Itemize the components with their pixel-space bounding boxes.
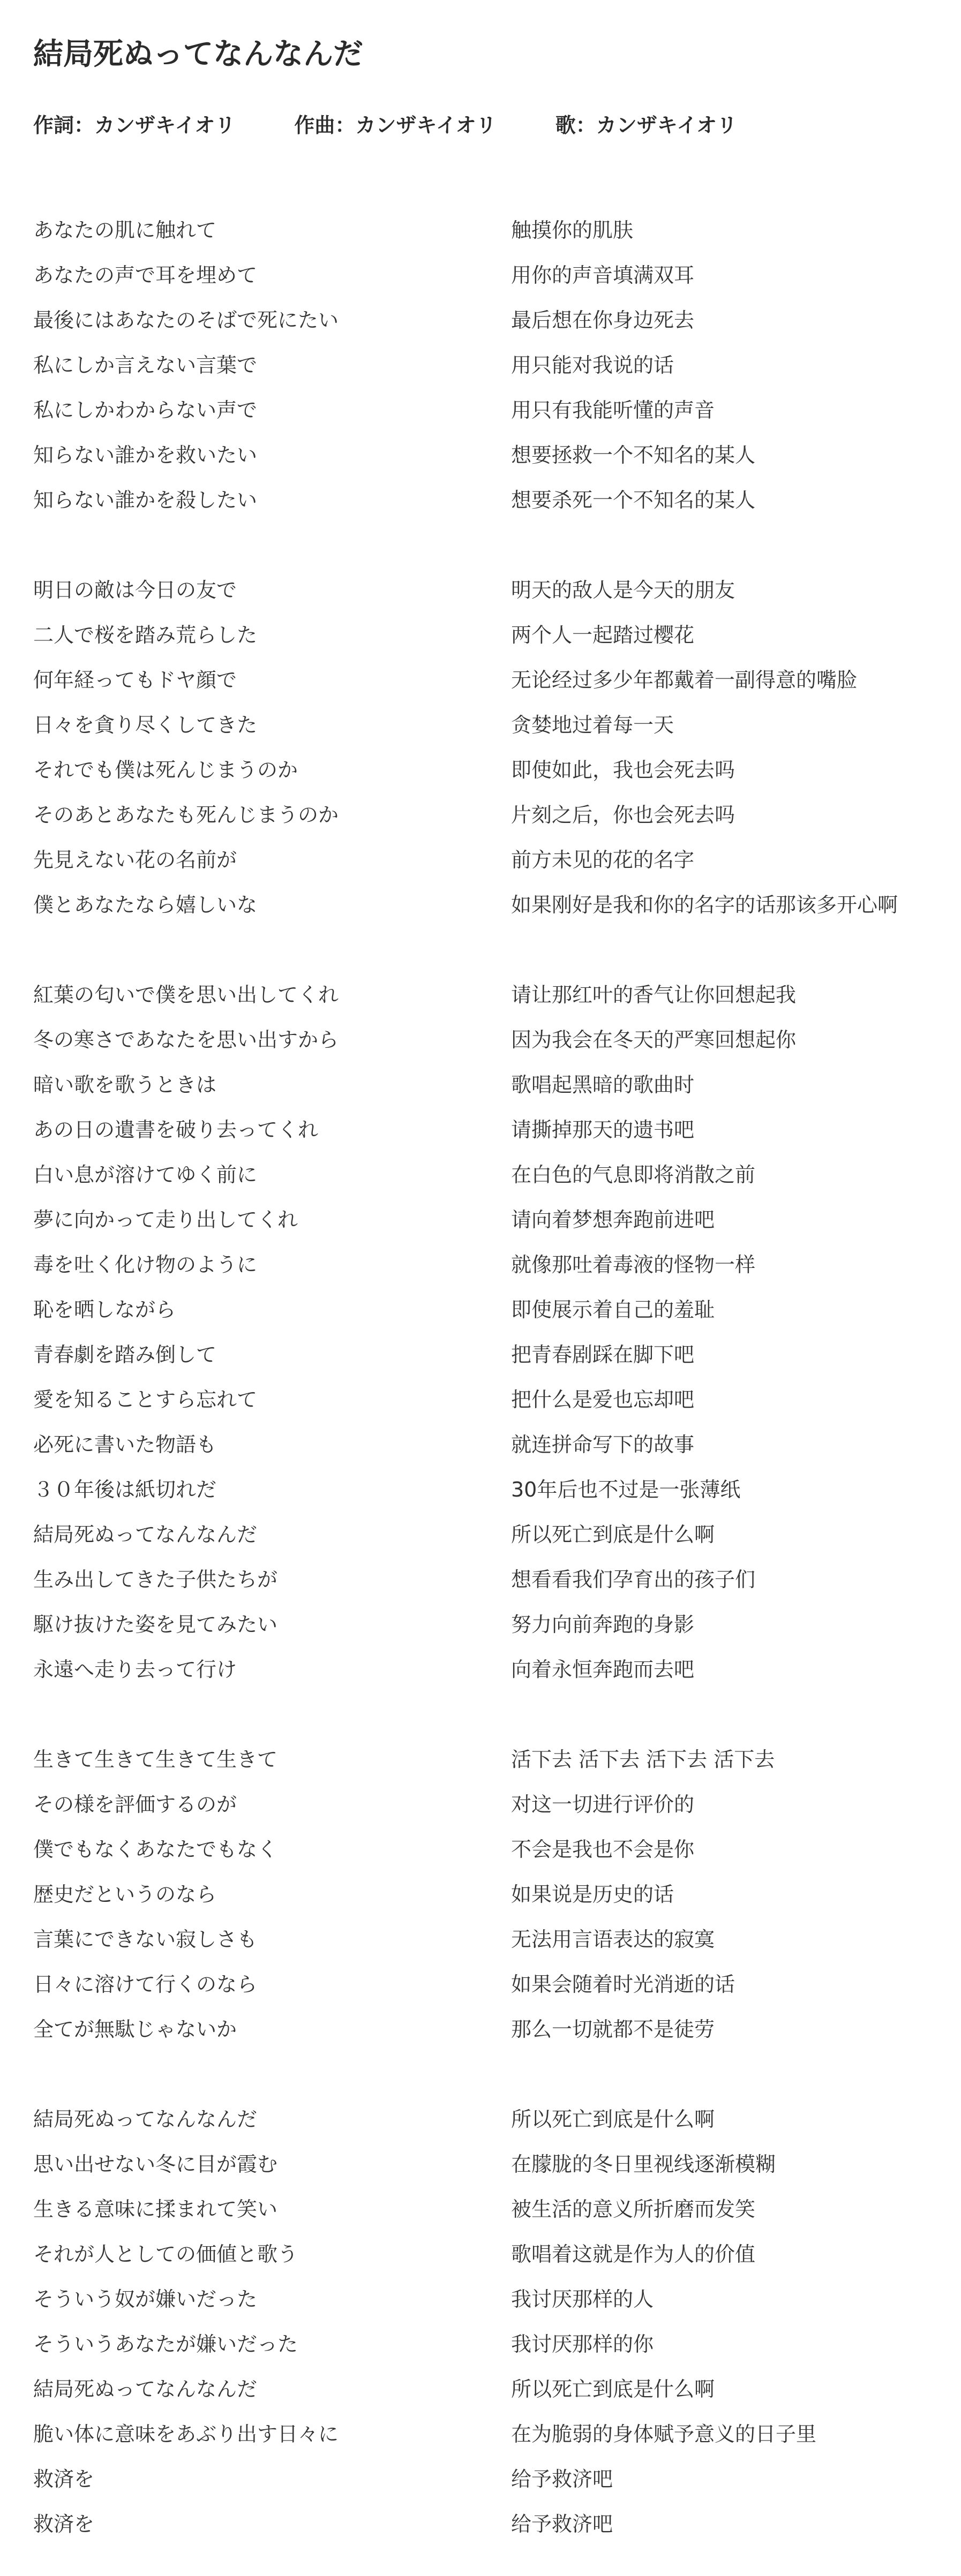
lyric-chinese: 所以死亡到底是什么啊 bbox=[511, 2377, 715, 2401]
lyric-chinese: 明天的敌人是今天的朋友 bbox=[511, 578, 735, 602]
credit-singer bbox=[555, 109, 737, 138]
credit-lyricist-label: 作詞： bbox=[33, 113, 95, 137]
lyric-line bbox=[33, 655, 944, 700]
lyric-japanese: あの日の遺書を破り去ってくれ bbox=[33, 1117, 319, 1142]
lyric-line bbox=[33, 565, 944, 610]
lyric-chinese: 在白色的气息即将消散之前 bbox=[511, 1162, 756, 1187]
lyric-japanese: 暗い歌を歌うときは bbox=[33, 1072, 217, 1097]
lyric-chinese: 把什么是爱也忘却吧 bbox=[511, 1387, 695, 1411]
lyric-japanese: 歴史だというのなら bbox=[33, 1882, 217, 1906]
lyrics-stanza bbox=[33, 565, 944, 925]
song-title: 結局死ぬってなんなんだ bbox=[33, 37, 363, 72]
lyric-line bbox=[33, 880, 944, 925]
lyric-line bbox=[33, 2185, 944, 2230]
credit-lyricist bbox=[33, 109, 235, 138]
lyric-chinese: 前方未见的花的名字 bbox=[511, 848, 695, 872]
lyric-chinese: 贪婪地过着每一天 bbox=[511, 713, 674, 737]
lyric-japanese: あなたの肌に触れて bbox=[33, 218, 217, 242]
lyric-chinese: 两个人一起踏过樱花 bbox=[511, 623, 695, 647]
lyric-chinese: 我讨厌那样的你 bbox=[511, 2332, 654, 2356]
lyrics-body bbox=[33, 206, 944, 2544]
lyric-chinese: 即使如此，我也会死去吗 bbox=[511, 758, 735, 782]
lyrics-stanza bbox=[33, 206, 944, 520]
lyric-chinese: 所以死亡到底是什么啊 bbox=[511, 2107, 715, 2131]
lyric-line bbox=[33, 1330, 944, 1375]
lyrics-stanza bbox=[33, 2095, 944, 2544]
lyric-japanese: 生み出してきた子供たちが bbox=[33, 1567, 278, 1591]
lyric-line bbox=[33, 251, 944, 296]
lyric-chinese: 即使展示着自己的羞耻 bbox=[511, 1297, 715, 1321]
lyric-japanese: 毒を吐く化け物のように bbox=[33, 1252, 258, 1276]
lyric-line bbox=[33, 1150, 944, 1195]
lyric-japanese: 救済を bbox=[33, 2467, 95, 2491]
lyric-chinese: 如果会随着时光消逝的话 bbox=[511, 1972, 735, 1996]
lyric-line bbox=[33, 700, 944, 745]
credit-singer-label: 歌： bbox=[555, 113, 596, 137]
lyric-line bbox=[33, 206, 944, 251]
lyric-japanese: そういうあなたが嫌いだった bbox=[33, 2332, 298, 2356]
lyric-japanese: 駆け抜けた姿を見てみたい bbox=[33, 1612, 278, 1636]
lyric-japanese: 結局死ぬってなんなんだ bbox=[33, 2377, 258, 2401]
lyric-line bbox=[33, 430, 944, 475]
lyric-line bbox=[33, 2499, 944, 2544]
lyric-chinese: 如果刚好是我和你的名字的话那该多开心啊 bbox=[511, 893, 898, 917]
lyric-line bbox=[33, 1555, 944, 1600]
lyric-japanese: それが人としての価値と歌う bbox=[33, 2242, 298, 2266]
lyric-japanese: 最後にはあなたのそばで死にたい bbox=[33, 308, 339, 332]
lyric-chinese: 片刻之后，你也会死去吗 bbox=[511, 803, 735, 827]
lyric-japanese: 僕でもなくあなたでもなく bbox=[33, 1837, 278, 1861]
lyric-japanese: 青春劇を踏み倒して bbox=[33, 1342, 217, 1366]
lyric-chinese: 用只能对我说的话 bbox=[511, 353, 674, 377]
lyric-chinese: 活下去 活下去 活下去 活下去 bbox=[511, 1747, 775, 1771]
credit-composer-value: カンザキイオリ bbox=[355, 113, 497, 137]
lyric-japanese: 夢に向かって走り出してくれ bbox=[33, 1207, 298, 1232]
lyric-chinese: 无论经过多少年都戴着一副得意的嘴脸 bbox=[511, 668, 858, 692]
lyric-chinese: 不会是我也不会是你 bbox=[511, 1837, 695, 1861]
lyric-chinese: 触摸你的肌肤 bbox=[511, 218, 634, 242]
lyric-line bbox=[33, 2365, 944, 2409]
lyric-chinese: 歌唱起黑暗的歌曲时 bbox=[511, 1072, 695, 1097]
lyric-line bbox=[33, 1285, 944, 1330]
credit-composer-label: 作曲： bbox=[294, 113, 356, 137]
lyric-line bbox=[33, 790, 944, 835]
lyric-line bbox=[33, 386, 944, 430]
lyric-line bbox=[33, 1780, 944, 1825]
lyric-japanese: 生きる意味に揉まれて笑い bbox=[33, 2197, 278, 2221]
lyric-chinese: 请撕掉那天的遗书吧 bbox=[511, 1117, 695, 1142]
lyric-japanese: 何年経ってもドヤ顔で bbox=[33, 668, 237, 692]
lyric-japanese: 結局死ぬってなんなんだ bbox=[33, 2107, 258, 2131]
lyric-japanese: あなたの声で耳を埋めて bbox=[33, 263, 258, 287]
lyric-line bbox=[33, 1240, 944, 1285]
lyric-japanese: 全てが無駄じゃないか bbox=[33, 2017, 237, 2041]
lyric-japanese: 先見えない花の名前が bbox=[33, 848, 237, 872]
lyric-japanese: 冬の寒さであなたを思い出すから bbox=[33, 1028, 339, 1052]
lyric-line bbox=[33, 970, 944, 1015]
lyrics-stanza bbox=[33, 970, 944, 1690]
lyric-chinese: 在朦胧的冬日里视线逐渐模糊 bbox=[511, 2152, 776, 2176]
lyric-chinese: 因为我会在冬天的严寒回想起你 bbox=[511, 1028, 797, 1052]
lyric-line bbox=[33, 1465, 944, 1510]
lyric-japanese: 私にしかわからない声で bbox=[33, 398, 258, 422]
lyric-chinese: 给予救济吧 bbox=[511, 2512, 613, 2536]
lyric-chinese: 想要杀死一个不知名的某人 bbox=[511, 488, 756, 512]
lyric-line bbox=[33, 2140, 944, 2185]
lyric-line bbox=[33, 610, 944, 655]
lyric-japanese: 二人で桜を踏み荒らした bbox=[33, 623, 258, 647]
lyric-japanese: 日々に溶けて行くのなら bbox=[33, 1972, 258, 1996]
lyric-japanese: そういう奴が嫌いだった bbox=[33, 2287, 258, 2311]
lyric-japanese: 恥を晒しながら bbox=[33, 1297, 176, 1321]
lyric-line bbox=[33, 2095, 944, 2140]
lyric-line bbox=[33, 2005, 944, 2050]
lyric-line bbox=[33, 2275, 944, 2320]
lyric-chinese: 用你的声音填满双耳 bbox=[511, 263, 695, 287]
lyric-chinese: 就连拼命写下的故事 bbox=[511, 1432, 695, 1456]
lyric-japanese: その様を評価するのが bbox=[33, 1792, 237, 1816]
lyric-japanese: 生きて生きて生きて生きて bbox=[33, 1747, 278, 1771]
lyric-chinese: 请向着梦想奔跑前进吧 bbox=[511, 1207, 715, 1232]
lyric-chinese: 在为脆弱的身体赋予意义的日子里 bbox=[511, 2422, 817, 2446]
lyric-japanese: 紅葉の匂いで僕を思い出してくれ bbox=[33, 983, 339, 1007]
lyrics-stanza bbox=[33, 1735, 944, 2050]
lyric-japanese: 言葉にできない寂しさも bbox=[33, 1927, 258, 1951]
lyric-japanese: 脆い体に意味をあぶり出す日々に bbox=[33, 2422, 339, 2446]
lyric-chinese: 想要拯救一个不知名的某人 bbox=[511, 443, 756, 467]
lyric-line bbox=[33, 1195, 944, 1240]
lyric-chinese: 想看看我们孕育出的孩子们 bbox=[511, 1567, 756, 1591]
lyric-chinese: 那么一切就都不是徒劳 bbox=[511, 2017, 715, 2041]
lyric-line bbox=[33, 2454, 944, 2499]
lyric-line bbox=[33, 1735, 944, 1780]
lyric-chinese: 30年后也不过是一张薄纸 bbox=[511, 1477, 741, 1501]
lyric-chinese: 我讨厌那样的人 bbox=[511, 2287, 654, 2311]
lyric-chinese: 被生活的意义所折磨而发笑 bbox=[511, 2197, 756, 2221]
lyric-chinese: 把青春剧踩在脚下吧 bbox=[511, 1342, 695, 1366]
lyric-chinese: 如果说是历史的话 bbox=[511, 1882, 674, 1906]
lyric-line bbox=[33, 1960, 944, 2005]
lyric-chinese: 就像那吐着毒液的怪物一样 bbox=[511, 1252, 756, 1276]
lyric-chinese: 所以死亡到底是什么啊 bbox=[511, 1522, 715, 1546]
lyric-chinese: 给予救济吧 bbox=[511, 2467, 613, 2491]
lyric-line bbox=[33, 1870, 944, 1915]
lyric-line bbox=[33, 1060, 944, 1105]
lyric-japanese: そのあとあなたも死んじまうのか bbox=[33, 803, 339, 827]
lyric-line bbox=[33, 2230, 944, 2275]
lyric-line bbox=[33, 296, 944, 341]
credit-singer-value: カンザキイオリ bbox=[596, 113, 738, 137]
lyric-japanese: 永遠へ走り去って行け bbox=[33, 1657, 237, 1681]
lyric-japanese: 結局死ぬってなんなんだ bbox=[33, 1522, 258, 1546]
lyric-line bbox=[33, 341, 944, 386]
lyric-line bbox=[33, 1825, 944, 1870]
lyric-chinese: 对这一切进行评价的 bbox=[511, 1792, 695, 1816]
lyric-japanese: 知らない誰かを救いたい bbox=[33, 443, 258, 467]
lyric-line bbox=[33, 2409, 944, 2454]
lyric-line bbox=[33, 1420, 944, 1465]
lyric-line bbox=[33, 1105, 944, 1150]
lyric-japanese: 明日の敵は今日の友で bbox=[33, 578, 237, 602]
lyric-chinese: 无法用言语表达的寂寞 bbox=[511, 1927, 715, 1951]
lyric-japanese: 思い出せない冬に目が霞む bbox=[33, 2152, 278, 2176]
credits-row bbox=[33, 107, 737, 139]
lyric-line bbox=[33, 475, 944, 520]
credit-lyricist-value: カンザキイオリ bbox=[94, 113, 236, 137]
credit-composer bbox=[294, 109, 496, 138]
lyric-japanese: 救済を bbox=[33, 2512, 95, 2536]
lyric-line bbox=[33, 1510, 944, 1555]
lyric-japanese: 私にしか言えない言葉で bbox=[33, 353, 258, 377]
lyric-line bbox=[33, 2320, 944, 2365]
lyric-line bbox=[33, 745, 944, 790]
lyric-line bbox=[33, 1015, 944, 1060]
lyric-chinese: 歌唱着这就是作为人的价值 bbox=[511, 2242, 756, 2266]
lyric-chinese: 努力向前奔跑的身影 bbox=[511, 1612, 695, 1636]
lyric-japanese: ３０年後は紙切れだ bbox=[33, 1477, 217, 1501]
lyric-chinese: 请让那红叶的香气让你回想起我 bbox=[511, 983, 797, 1007]
lyric-line bbox=[33, 1645, 944, 1690]
lyric-japanese: 愛を知ることすら忘れて bbox=[33, 1387, 258, 1411]
lyric-japanese: 日々を貪り尽くしてきた bbox=[33, 713, 258, 737]
lyric-line bbox=[33, 1375, 944, 1420]
lyric-line bbox=[33, 1600, 944, 1645]
lyric-japanese: 僕とあなたなら嬉しいな bbox=[33, 893, 258, 917]
lyric-line bbox=[33, 1915, 944, 1960]
lyric-japanese: 必死に書いた物語も bbox=[33, 1432, 217, 1456]
lyric-chinese: 向着永恒奔跑而去吧 bbox=[511, 1657, 695, 1681]
lyric-japanese: それでも僕は死んじまうのか bbox=[33, 758, 298, 782]
lyric-line bbox=[33, 835, 944, 880]
lyric-japanese: 知らない誰かを殺したい bbox=[33, 488, 258, 512]
lyric-chinese: 用只有我能听懂的声音 bbox=[511, 398, 715, 422]
lyric-chinese: 最后想在你身边死去 bbox=[511, 308, 695, 332]
lyric-japanese: 白い息が溶けてゆく前に bbox=[33, 1162, 258, 1187]
